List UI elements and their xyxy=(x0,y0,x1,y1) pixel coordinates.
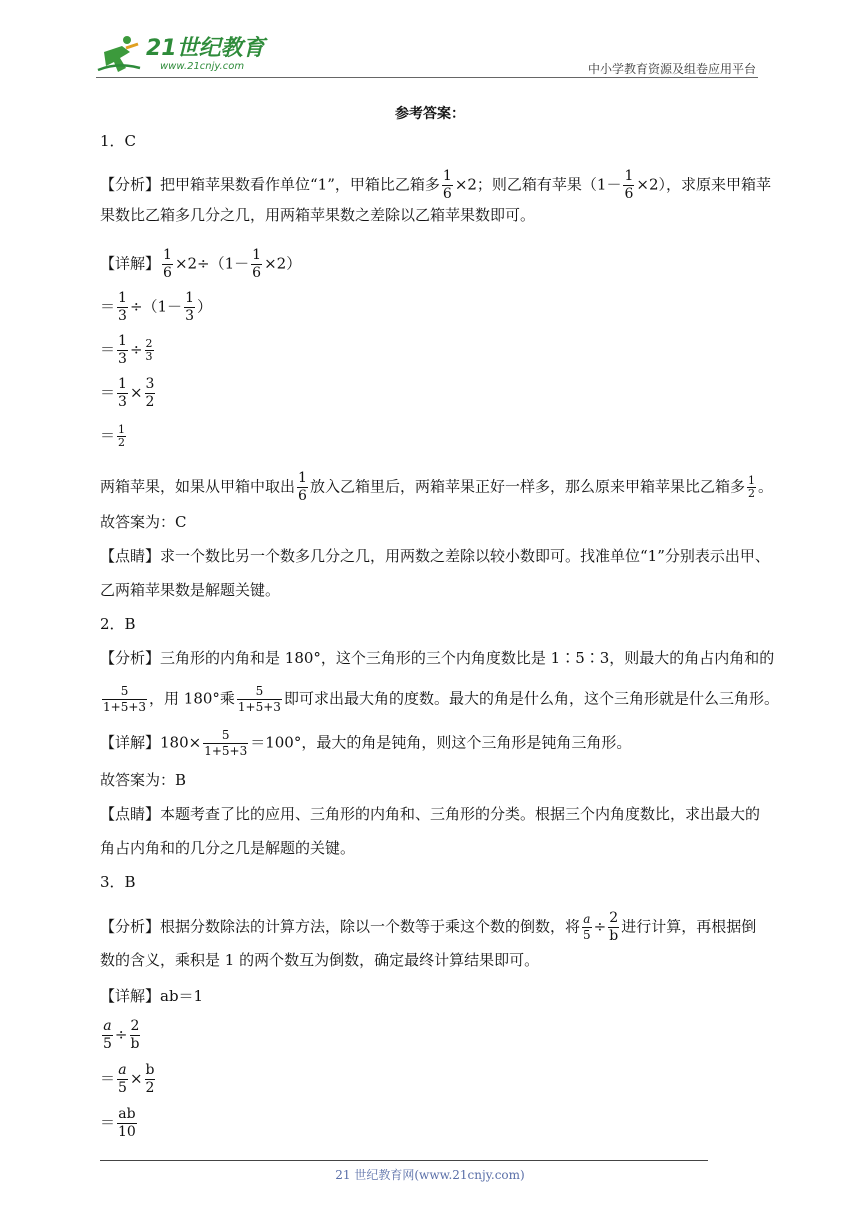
footer-divider xyxy=(100,1160,708,1161)
q3-analysis-line2: 数的含义，乘积是 1 的两个数互为倒数，确定最终计算结果即可。 xyxy=(100,951,540,969)
fraction: $\frac{5}{1+5+3}$ xyxy=(237,684,281,714)
q1-point-line1: 【点睛】求一个数比另一个数多几分之几，用两数之差除以较小数即可。找准单位“1”分别表示出甲、 xyxy=(100,547,770,565)
q2-point-line2: 角占内角和的几分之几是解题的关键。 xyxy=(100,839,356,857)
q2-point-line1: 【点睛】本题考查了比的应用、三角形的内角和、三角形的分类。根据三个内角度数比，求出最大的 xyxy=(100,805,761,823)
fraction: $\frac{a}{5}$ xyxy=(583,912,591,942)
q3-number: 3．B xyxy=(100,873,136,891)
fraction: $\frac{1}{6}$ xyxy=(252,247,262,281)
q1-summary: 两箱苹果，如果从甲箱中取出 $\frac{1}{6}$ 放入乙箱里后，两箱苹果正好一样多，那么原来甲箱苹果比乙箱多 $\frac{1}{2}$ 。 xyxy=(100,470,773,504)
q1-detail-line4: ＝ $\frac{1}{3}$ × $\frac{3}{2}$ xyxy=(100,376,155,410)
logo xyxy=(96,32,265,76)
page-title: 参考答案： xyxy=(395,106,465,122)
q2-analysis-line2: $\frac{5}{1+5+3}$ ，用 180°乘 $\frac{5}{1+5+3}$ 即可求出最大角的度数。最大的角是什么角，这个三角形就是什么三角形。 xyxy=(103,684,779,714)
q1-detail-line2: ＝ $\frac{1}{3}$ ÷（1－ $\frac{1}{3}$ ） xyxy=(100,290,212,324)
q1-analysis-line2: 果数比乙箱多几分之几，用两箱苹果数之差除以乙箱苹果数即可。 xyxy=(100,206,536,224)
q1-detail-line5: ＝ $\frac{1}{2}$ xyxy=(100,423,126,449)
q1-detail-line3: ＝ $\frac{1}{3}$ ÷ $\frac{2}{3}$ xyxy=(100,333,153,367)
q2-analysis-line1: 【分析】三角形的内角和是 180°，这个三角形的三个内角度数比是 1∶5∶3，则最大的角占内角和的 xyxy=(100,649,775,667)
platform-name: 中小学教育资源及组卷应用平台 xyxy=(587,62,756,76)
fraction: $\frac{a}{5}$ xyxy=(118,1062,127,1096)
fraction: $\frac{1}{6}$ xyxy=(624,168,634,202)
q3-detail-line4: ＝ $\frac{ab}{10}$ xyxy=(100,1106,136,1140)
fraction: $\frac{1}{2}$ xyxy=(118,423,126,449)
fraction: $\frac{1}{6}$ xyxy=(163,247,172,281)
q1-answer: 故答案为：C xyxy=(100,513,187,531)
page-footer: 21 世纪教育网(www.21cnjy.com) xyxy=(335,1168,525,1182)
q3-detail-line1: 【详解】ab＝1 xyxy=(100,987,204,1005)
fraction: $\frac{2}{b}$ xyxy=(609,910,619,944)
runner-logo-icon xyxy=(96,32,142,76)
fraction: $\frac{2}{b}$ xyxy=(130,1018,140,1052)
fraction: $\frac{1}{6}$ xyxy=(442,168,452,202)
logo-url: www.21cnjy.com xyxy=(160,60,245,72)
q1-detail-line1: 【详解】 $\frac{1}{6}$ ×2÷（1－ $\frac{1}{6}$ ×2） xyxy=(100,247,302,281)
q2-number: 2．B xyxy=(100,615,136,633)
q3-detail-line3: ＝ $\frac{a}{5}$ × $\frac{b}{2}$ xyxy=(100,1062,155,1096)
fraction: $\frac{1}{3}$ xyxy=(185,290,194,324)
q1-point-line2: 乙两箱苹果数是解题关键。 xyxy=(100,581,281,599)
fraction: $\frac{1}{3}$ xyxy=(118,333,127,367)
page-header xyxy=(96,30,756,78)
fraction: $\frac{1}{3}$ xyxy=(118,290,127,324)
fraction: $\frac{ab}{10}$ xyxy=(118,1106,136,1140)
fraction: $\frac{2}{3}$ xyxy=(145,337,153,363)
q2-detail: 【详解】180× $\frac{5}{1+5+3}$ ＝100°，最大的角是钝角，则这个三角形是钝角三角形。 xyxy=(100,728,632,758)
fraction: $\frac{1}{6}$ xyxy=(298,470,307,504)
fraction: $\frac{5}{1+5+3}$ xyxy=(204,728,248,758)
logo-text: 21世纪教育 xyxy=(146,35,265,61)
q3-detail-line2: $\frac{a}{5}$ ÷ $\frac{2}{b}$ xyxy=(103,1018,140,1052)
q3-analysis-line1: 【分析】根据分数除法的计算方法，除以一个数等于乘这个数的倒数，将 $\frac{a}{5}$ ÷ $\frac{2}{b}$ 进行计算，再根据倒 xyxy=(100,910,757,944)
fraction: $\frac{1}{2}$ xyxy=(747,474,755,500)
q1-number: 1．C xyxy=(100,132,137,150)
q2-answer: 故答案为：B xyxy=(100,771,187,789)
fraction: $\frac{b}{2}$ xyxy=(145,1062,155,1096)
fraction: $\frac{5}{1+5+3}$ xyxy=(103,684,147,714)
q1-analysis-line1: 【分析】把甲箱苹果数看作单位“1”，甲箱比乙箱多 $\frac{1}{6}$ ×2；则乙箱有苹果（1－ $\frac{1}{6}$ ×2），求原来甲箱苹 xyxy=(100,168,772,202)
fraction: $\frac{a}{5}$ xyxy=(103,1018,112,1052)
fraction: $\frac{3}{2}$ xyxy=(145,376,155,410)
header-divider xyxy=(96,77,758,78)
fraction: $\frac{1}{3}$ xyxy=(118,376,127,410)
